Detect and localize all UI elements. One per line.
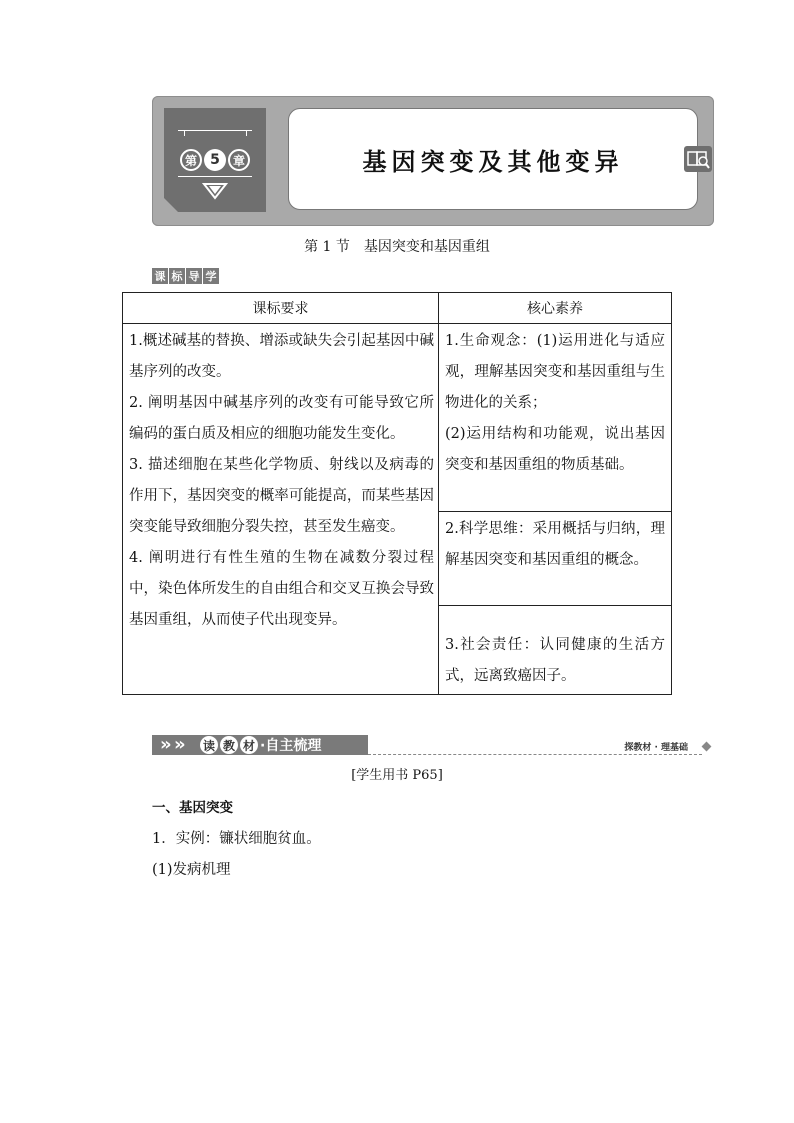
- requirement-item: 2. 阐明基因中碱基序列的改变有可能导致它所编码的蛋白质及相应的细胞功能发生变化。: [129, 395, 434, 442]
- literacy-text: 2.科学思维：采用概括与归纳，理解基因突变和基因重组的概念。: [445, 521, 665, 568]
- table-header-row: [123, 293, 671, 324]
- reading-char: 教: [220, 736, 238, 754]
- chapter-title-panel: [288, 108, 698, 210]
- decor-line: [178, 176, 252, 177]
- decor-line: [184, 130, 185, 136]
- reading-title: [200, 735, 321, 755]
- requirements-table: [122, 292, 672, 695]
- reading-section-banner: [152, 731, 712, 759]
- page-reference: [学生用书 P65]: [351, 768, 443, 783]
- literacy-column: [439, 324, 671, 694]
- requirement-item: 4. 阐明进行有性生殖的生物在减数分裂过程中，染色体所发生的自由组合和交叉互换会导致基因重组，从而使子代出现变异。: [129, 550, 434, 628]
- literacy-cell: [439, 606, 671, 694]
- chapter-prefix: 第: [180, 149, 202, 171]
- literacy-text: 3.社会责任：认同健康的生活方式，远离致癌因子。: [445, 637, 665, 684]
- reading-char: 材: [240, 736, 258, 754]
- tag-char: 课: [152, 268, 168, 284]
- chapter-suffix: 章: [228, 149, 250, 171]
- header-requirements: 课标要求: [123, 293, 439, 323]
- reading-title-rest: ·自主梳理: [260, 738, 322, 754]
- chapter-number: 5: [204, 149, 226, 171]
- literacy-cell: [439, 512, 671, 606]
- dashed-rule: [368, 754, 702, 755]
- chapter-title: 基因突变及其他变异: [362, 147, 624, 176]
- body-line: 1．实例：镰状细胞贫血。: [152, 831, 321, 847]
- section-title: 第 1 节 基因突变和基因重组: [304, 239, 490, 255]
- triangle-down-icon: [202, 182, 228, 200]
- body-heading: 一、基因突变: [152, 800, 233, 816]
- requirement-item: 1.概述碱基的替换、增添或缺失会引起基因中碱基序列的改变。: [129, 333, 434, 380]
- chevron-right-icon: »: [160, 734, 172, 755]
- chevron-right-icon: »: [174, 734, 186, 755]
- reading-subtitle: 探教材 · 理基础: [624, 743, 688, 753]
- requirements-column: [123, 324, 439, 694]
- chapter-badge: [164, 108, 266, 212]
- decor-line: [246, 130, 247, 136]
- requirement-item: 3. 描述细胞在某些化学物质、射线以及病毒的作用下，基因突变的概率可能提高，而某些基因突变能导致细胞分裂失控，甚至发生癌变。: [129, 457, 434, 535]
- reading-char: 读: [200, 736, 218, 754]
- table-body: [123, 324, 671, 694]
- body-line: (1)发病机理: [152, 862, 231, 878]
- literacy-cell: [439, 324, 671, 512]
- corner-fold: [164, 198, 178, 212]
- diamond-icon: [702, 742, 712, 752]
- header-core-literacy: 核心素养: [527, 301, 583, 317]
- tag-char: 导: [186, 268, 202, 284]
- curriculum-tag: [152, 268, 219, 284]
- tag-char: 学: [203, 268, 219, 284]
- book-search-icon: [684, 146, 712, 172]
- literacy-text: 1.生命观念：(1)运用进化与适应观，理解基因突变和基因重组与生物进化的关系；: [445, 333, 665, 411]
- tag-char: 标: [169, 268, 185, 284]
- chapter-label: [172, 148, 258, 172]
- decor-line: [178, 130, 252, 131]
- chapter-banner: [152, 96, 714, 226]
- literacy-text: (2)运用结构和功能观，说出基因突变和基因重组的物质基础。: [445, 426, 665, 473]
